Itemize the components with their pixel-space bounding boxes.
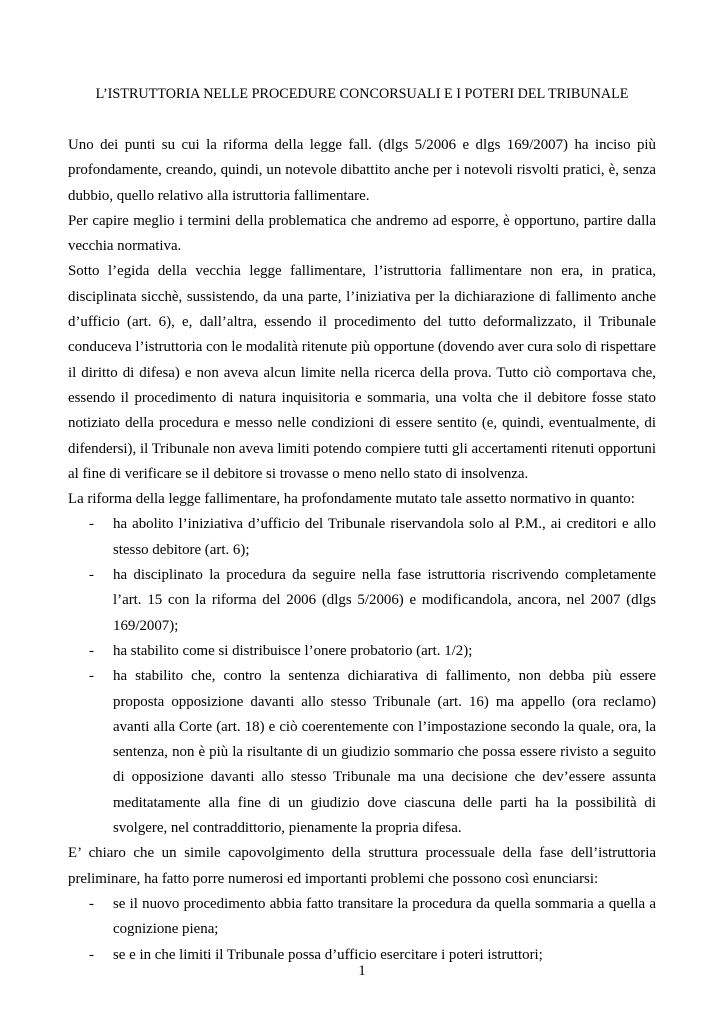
paragraph: Per capire meglio i termini della problematica che andremo ad esporre, è opportuno, partire dalla vecchia normativa. bbox=[68, 212, 656, 255]
reform-changes-list bbox=[68, 512, 656, 841]
list-dash: - bbox=[89, 668, 94, 685]
paragraph: Sotto l’egida della vecchia legge fallimentare, l’istruttoria fallimentare non era, in pratica, disciplinata sicchè, sussistendo, da una parte, l’iniziativa per la dichiarazione di fallimento anche d’ufficio (art. 6), e, dall’altra, essendo il procedimento del tutto deformalizzato, il Tribunale conduceva l’istruttoria con le modalità ritenute più opportune (dovendo aver cura solo di rispettare il diritto di difesa) e non aveva alcun limite nella ricerca della prova. Tutto ciò comportava che, essendo il procedimento di natura inquisitoria e sommaria, una volta che il debitore fosse stato notiziato della procedura e messo nelle condizioni di essere sentito (e, quindi, eventualmente, di difendersi), il Tribunale non aveva limiti potendo compiere tutti gli accertamenti ritenuti opportuni al fine di verificare se il debitore si trovasse o meno nello stato di insolvenza. bbox=[68, 263, 656, 482]
list-item bbox=[68, 512, 656, 563]
paragraph: E’ chiaro che un simile capovolgimento della struttura processuale della fase dell’istruttoria preliminare, ha fatto porre numerosi ed importanti problemi che possono così enunciarsi: bbox=[68, 845, 656, 887]
list-item-text: ha stabilito come si distribuisce l’onere probatorio (art. 1/2); bbox=[113, 642, 473, 659]
list-item-text: se il nuovo procedimento abbia fatto transitare la procedura da quella sommaria a quella a cognizione piena; bbox=[113, 895, 656, 938]
list-dash: - bbox=[89, 516, 94, 533]
document-title: L’ISTRUTTORIA NELLE PROCEDURE CONCORSUALI E I POTERI DEL TRIBUNALE bbox=[95, 86, 629, 102]
list-item-text: ha disciplinato la procedura da seguire nella fase istruttoria riscrivendo completamente l’art. 15 con la riforma del 2006 (dlgs 5/2006) e modificandola, ancora, nel 2007 (dlgs 169/2007); bbox=[113, 567, 656, 634]
list-item bbox=[68, 563, 656, 639]
list-item bbox=[68, 892, 656, 943]
list-dash: - bbox=[89, 642, 94, 659]
page-number: 1 bbox=[358, 963, 366, 979]
problems-list bbox=[68, 892, 656, 968]
paragraph: Uno dei punti su cui la riforma della legge fall. (dlgs 5/2006 e dlgs 169/2007) ha inciso più profondamente, creando, quindi, un notevole dibattito anche per i notevoli risvolti pratici, è, senza dubbio, quello relativo alla istruttoria fallimentare. bbox=[68, 137, 656, 204]
list-item-text: ha abolito l’iniziativa d’ufficio del Tribunale riservandola solo al P.M., ai creditori e allo stesso debitore (art. 6); bbox=[113, 516, 656, 558]
list-item-text: se e in che limiti il Tribunale possa d’ufficio esercitare i poteri istruttori; bbox=[113, 946, 543, 963]
list-item-text: ha stabilito che, contro la sentenza dichiarativa di fallimento, non debba più essere proposta opposizione davanti allo stesso Tribunale (art. 16) ma appello (ora reclamo) avanti alla Corte (art. 18) e ciò coerentemente con l’impostazione secondo la quale, ora, la sentenza, non è più la risultante di un giudizio sommario che possa essere rivisto a seguito di opposizione davanti allo stesso Tribunale ma una decisione che dev’essere assunta meditatamente alla fine di un giudizio dove ciascuna delle parti ha la possibilità di svolgere, nel contraddittorio, pienamente la propria difesa. bbox=[113, 668, 656, 837]
list-item bbox=[68, 664, 656, 841]
list-dash: - bbox=[89, 895, 94, 912]
paragraph: La riforma della legge fallimentare, ha profondamente mutato tale assetto normativo in quanto: bbox=[68, 491, 635, 508]
list-item bbox=[68, 639, 656, 664]
list-dash: - bbox=[89, 946, 94, 963]
document-body bbox=[68, 133, 656, 968]
list-dash: - bbox=[89, 567, 94, 584]
